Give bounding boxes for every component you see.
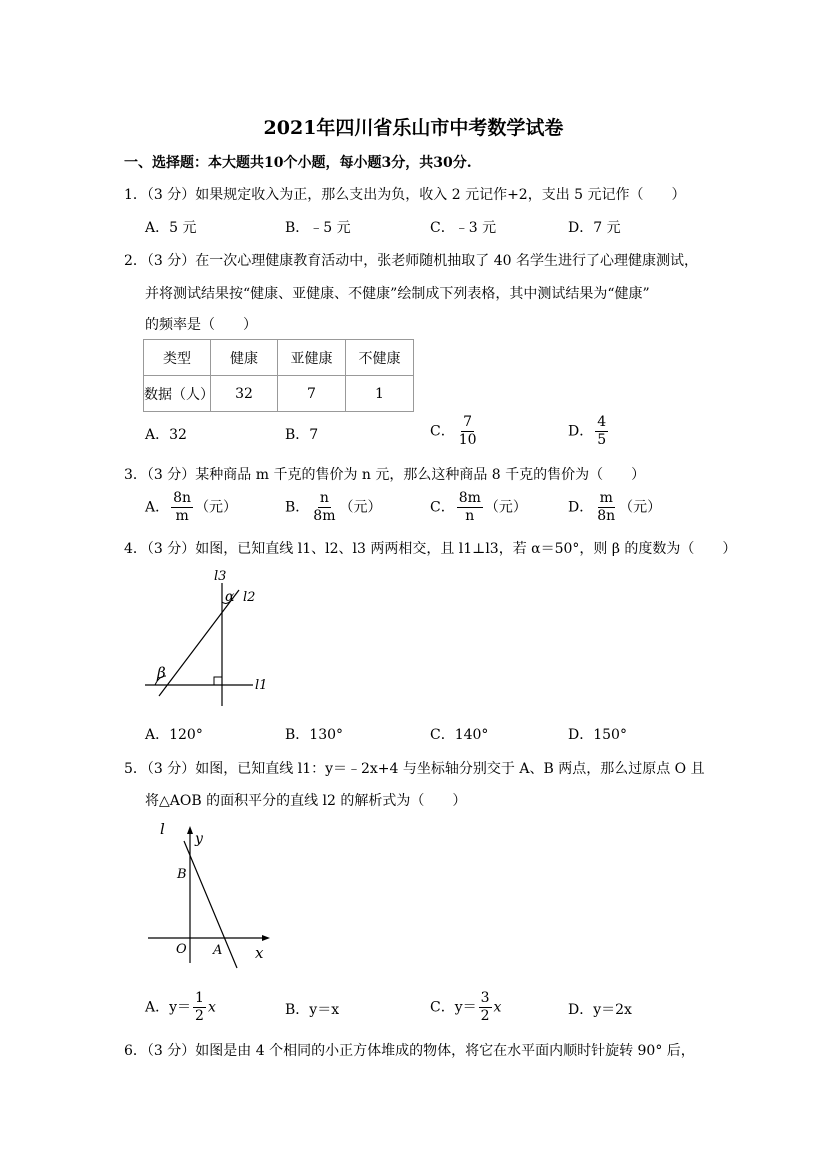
y-axis-arrow	[187, 826, 193, 834]
q4-figure	[145, 568, 275, 708]
question-5-line-1: 5．（3 分）如图，已知直线 l1：y＝﹣2x+4 与坐标轴分别交于 A、B 两点，那么过原点 O 且	[124, 761, 705, 777]
q4-option-d: D．150°	[568, 727, 627, 743]
line-l2	[159, 590, 239, 696]
denominator: 8n	[597, 508, 616, 524]
page-title: 2021年四川省乐山市中考数学试卷	[263, 117, 564, 139]
q1-option-a: A．5 元	[145, 220, 197, 236]
option-label: C．	[430, 499, 455, 516]
numerator: 1	[195, 990, 204, 1006]
numerator: m	[599, 490, 613, 506]
question-5-line-2: 将△AOB 的面积平分的直线 l2 的解析式为（ ）	[145, 793, 467, 809]
numerator: n	[319, 490, 329, 506]
q3-option-d	[568, 490, 661, 525]
q5-figure	[145, 818, 275, 968]
fraction	[595, 490, 617, 525]
fraction	[457, 414, 479, 449]
numerator: 8n	[173, 490, 192, 506]
table-cell: 数据（人）	[144, 376, 211, 412]
q3-option-c	[430, 490, 527, 525]
right-angle-mark	[214, 677, 222, 685]
q1-option-b: B．﹣5 元	[285, 220, 351, 236]
section-heading: 一、选择题：本大题共10个小题，每小题3分，共30分.	[124, 155, 472, 171]
q5-option-d: D．y＝2x	[568, 1002, 632, 1018]
numerator: 7	[463, 414, 473, 430]
question-1-stem: 1．（3 分）如果规定收入为正，那么支出为负，收入 2 元记作+2，支出 5 元记作（ ）	[124, 187, 686, 203]
fraction	[171, 490, 193, 525]
question-2-line-3: 的频率是（ ）	[145, 317, 257, 333]
denominator: m	[175, 508, 189, 524]
option-label: C．	[430, 423, 455, 440]
table-cell: 7	[278, 376, 346, 412]
table-header-row	[144, 340, 414, 376]
q5-option-c	[430, 990, 501, 1025]
table-cell: 不健康	[346, 340, 414, 376]
denominator: 2	[480, 1008, 490, 1024]
label-l: l	[160, 820, 165, 838]
q1-option-c: C．﹣3 元	[430, 220, 497, 236]
fraction	[479, 990, 492, 1025]
label-l3: l3	[214, 569, 227, 584]
unit-label: （元）	[619, 499, 662, 516]
q2-option-b: B．7	[285, 427, 319, 443]
unit-label: （元）	[484, 499, 527, 516]
unit-label: （元）	[339, 499, 382, 516]
denominator: n	[465, 508, 475, 524]
label-l2: l2	[243, 590, 256, 605]
fraction	[311, 490, 337, 525]
denominator: 5	[597, 432, 607, 448]
question-4-stem: 4．（3 分）如图，已知直线 l1、l2、l3 两两相交，且 l1⊥l3，若 α＝50°，则 β 的度数为（ ）	[124, 541, 737, 557]
question-3-stem: 3．（3 分）某种商品 m 千克的售价为 n 元，那么这种商品 8 千克的售价为（ ）	[124, 467, 646, 483]
label-beta: β	[157, 664, 166, 682]
q1-option-d: D．7 元	[568, 220, 621, 236]
fraction	[595, 414, 608, 449]
q5-option-b: B．y＝x	[285, 1002, 340, 1018]
label-alpha: α	[225, 589, 235, 605]
denominator: 8m	[313, 508, 336, 524]
q2-option-a: A．32	[145, 427, 187, 443]
label-B: B	[177, 867, 187, 882]
numerator: 3	[480, 990, 490, 1006]
label-l1: l1	[255, 678, 268, 693]
option-label: D．	[568, 423, 594, 440]
numerator: 4	[597, 414, 607, 430]
q5-option-a	[145, 990, 216, 1025]
table-cell: 类型	[144, 340, 211, 376]
x-axis-arrow	[262, 935, 270, 941]
line-l	[184, 841, 237, 968]
option-label: A．y＝	[145, 999, 192, 1016]
question-2-line-2: 并将测试结果按“健康、亚健康、不健康”绘制成下列表格，其中测试结果为“健康”	[145, 286, 650, 302]
table-cell: 健康	[211, 340, 278, 376]
q2-option-c	[430, 414, 481, 449]
q2-option-d	[568, 414, 610, 449]
q4-option-a: A．120°	[145, 727, 203, 743]
variable: x	[207, 999, 216, 1016]
label-x: x	[255, 944, 264, 962]
option-label: C．y＝	[430, 999, 477, 1016]
table-cell: 亚健康	[278, 340, 346, 376]
q3-option-a	[145, 490, 237, 525]
table-cell: 32	[211, 376, 278, 412]
table-row	[144, 376, 414, 412]
numerator: 8m	[458, 490, 481, 506]
option-label: B．	[285, 499, 310, 516]
fraction	[193, 990, 206, 1025]
denominator: 2	[195, 1008, 204, 1024]
unit-label: （元）	[195, 499, 238, 516]
q4-option-c: C．140°	[430, 727, 489, 743]
q3-option-b	[285, 490, 381, 525]
question-2-line-1: 2．（3 分）在一次心理健康教育活动中，张老师随机抽取了 40 名学生进行了心理健康测试，	[124, 253, 698, 269]
q4-option-b: B．130°	[285, 727, 344, 743]
label-y: y	[195, 831, 203, 847]
table-cell: 1	[346, 376, 414, 412]
label-A: A	[213, 943, 223, 958]
fraction	[457, 490, 483, 525]
option-label: A．	[145, 499, 170, 516]
variable: x	[493, 999, 502, 1016]
label-O: O	[176, 942, 187, 957]
option-label: D．	[568, 499, 594, 516]
question-6-stem: 6．（3 分）如图是由 4 个相同的小正方体堆成的物体，将它在水平面内顺时针旋转 90° 后，	[124, 1043, 695, 1059]
health-data-table	[143, 339, 414, 412]
denominator: 10	[458, 432, 477, 448]
